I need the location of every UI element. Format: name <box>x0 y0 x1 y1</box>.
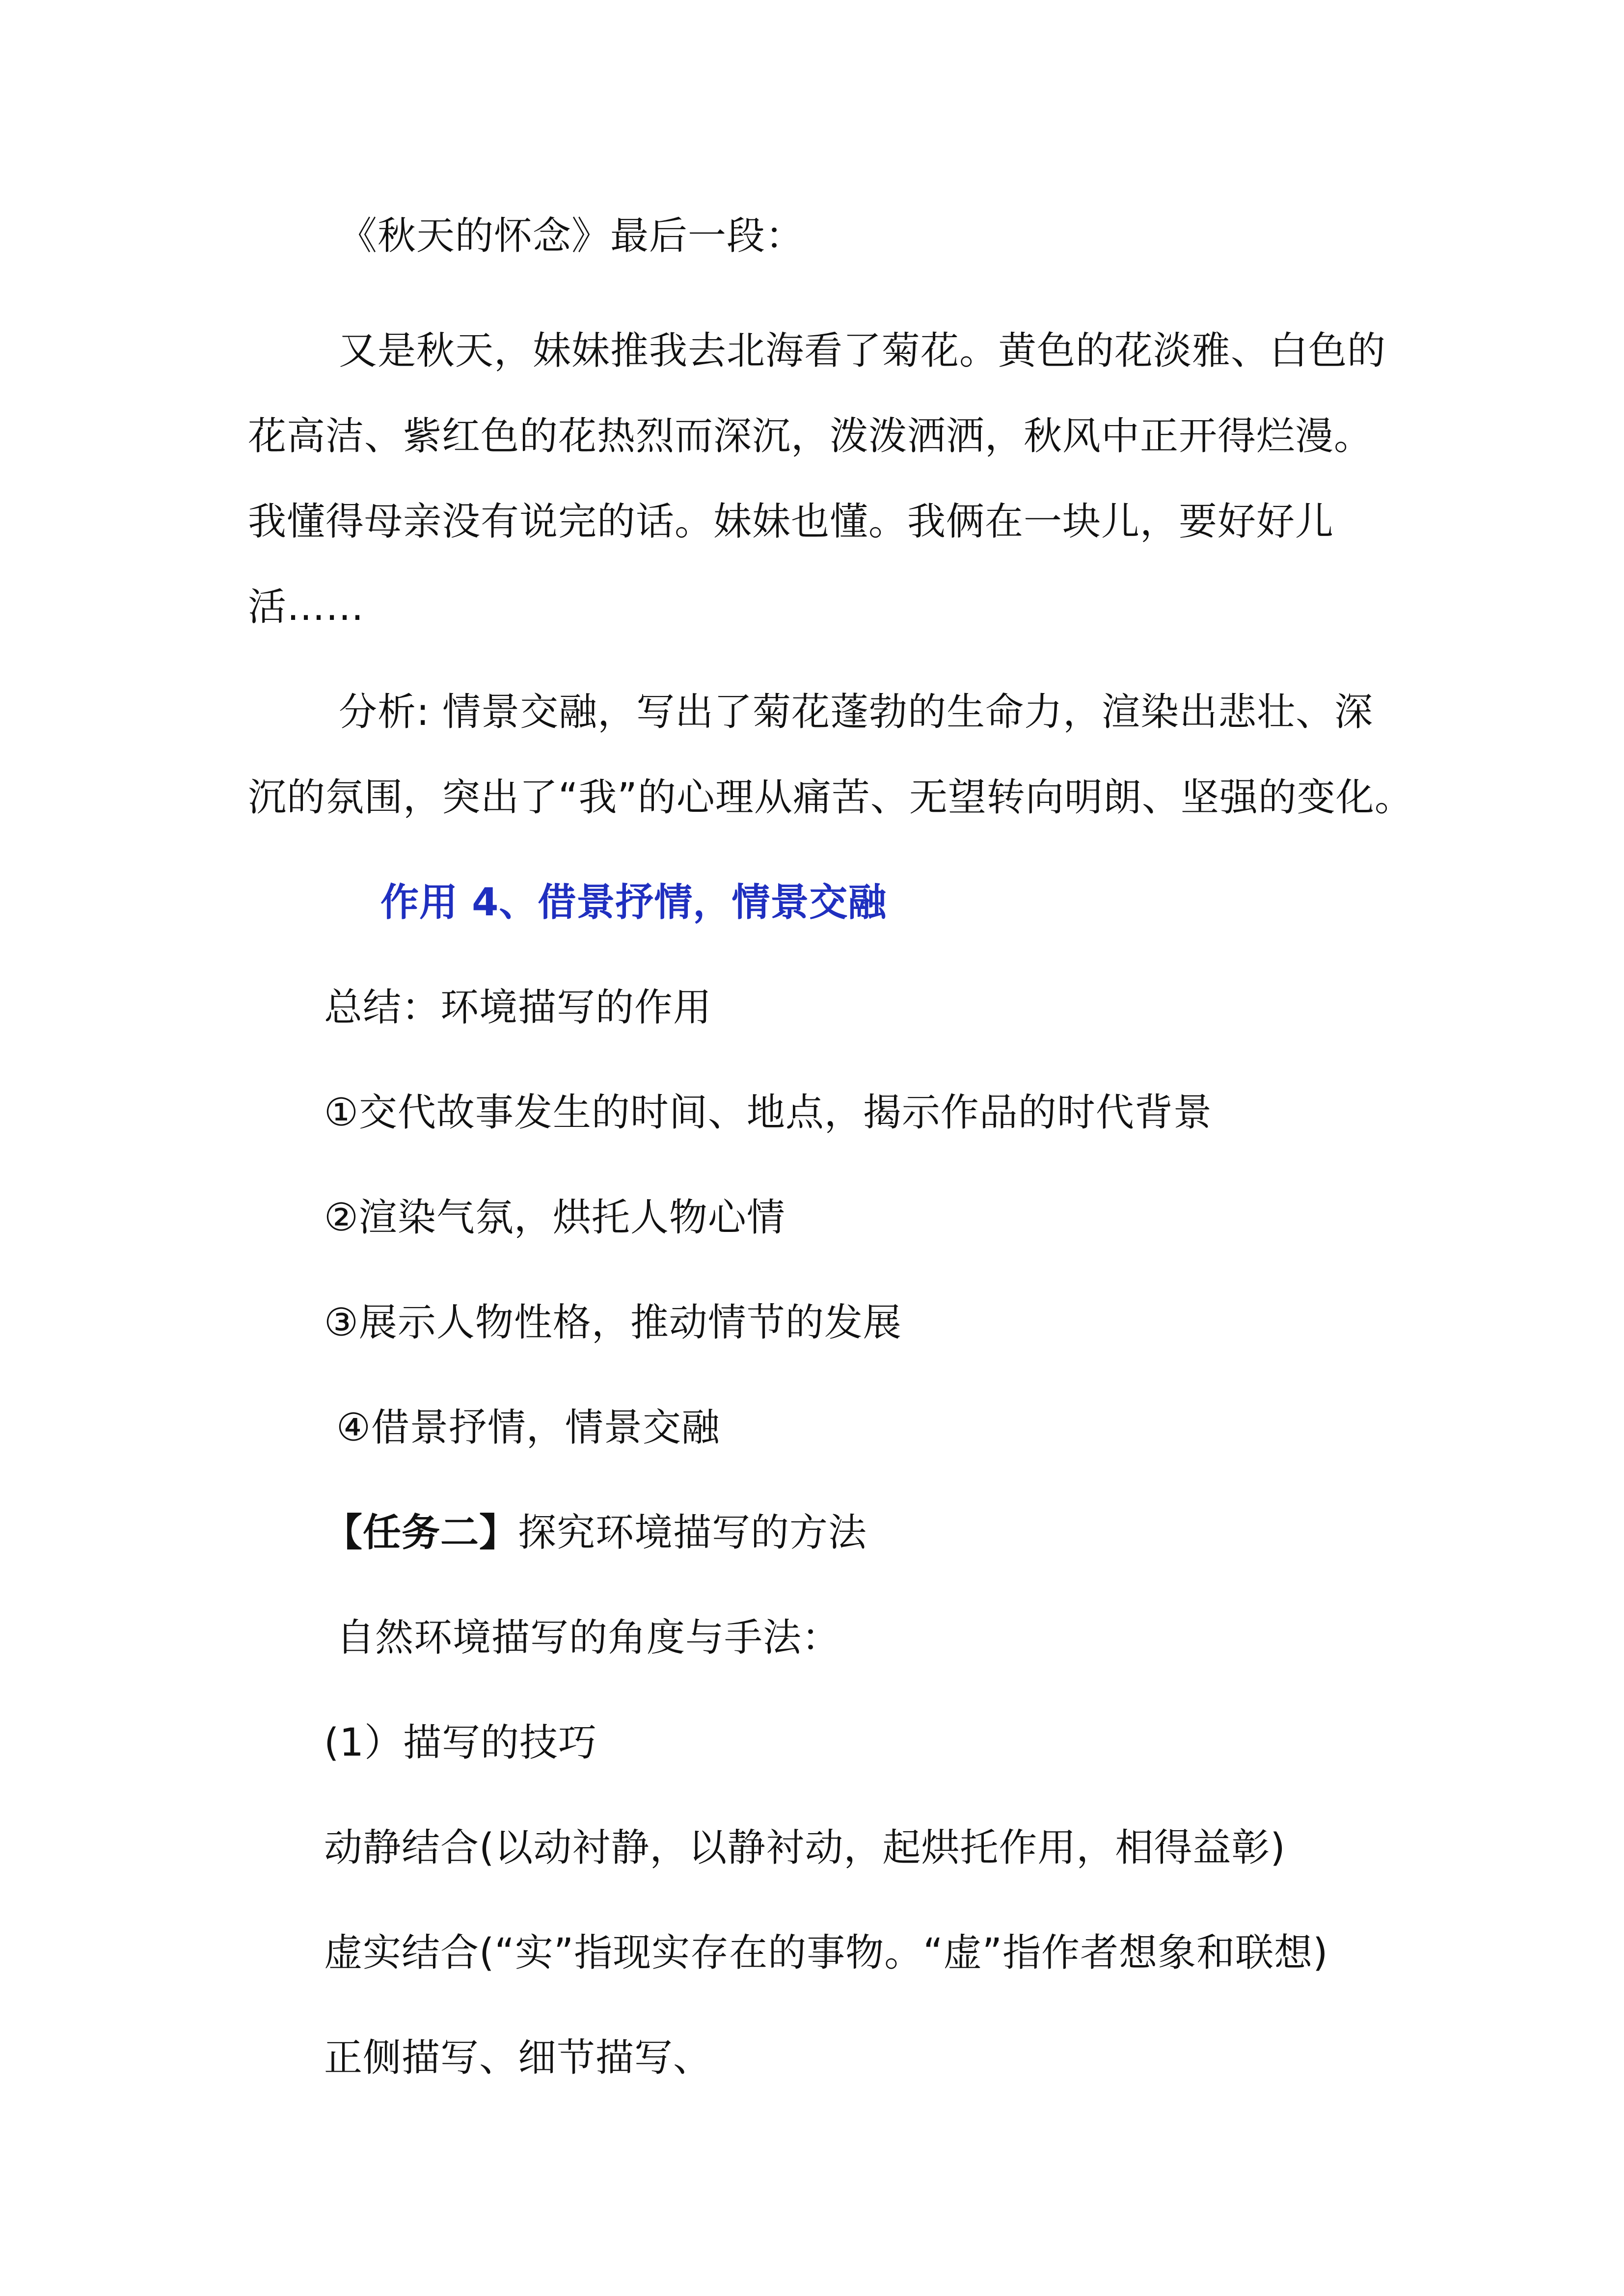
summary-item-3: ③展示人物性格，推动情节的发展 <box>324 1301 902 1345</box>
excerpt-line-3: 我懂得母亲没有说完的话。妹妹也懂。我俩在一块儿，要好好儿 <box>248 500 1334 544</box>
summary-item-1: ①交代故事发生的时间、地点，揭示作品的时代背景 <box>324 1091 1212 1135</box>
excerpt-line-2: 花高洁、紫红色的花热烈而深沉，泼泼洒洒，秋风中正开得烂漫。 <box>248 414 1373 458</box>
technique-item-3: 正侧描写、细节描写、 <box>324 2036 712 2080</box>
summary-title: 总结：环境描写的作用 <box>324 986 712 1030</box>
summary-item-2: ②渲染气氛，烘托人物心情 <box>324 1196 785 1240</box>
task-label: 【任务二】 <box>324 1511 518 1555</box>
technique-title: (1）描写的技巧 <box>324 1721 597 1765</box>
excerpt-line-4: 活…… <box>248 585 365 629</box>
analysis-line-1: 分析: 情景交融，写出了菊花蓬勃的生命力，渲染出悲壮、深 <box>339 690 1374 734</box>
analysis-line-2: 沉的氛围，突出了“我”的心理从痛苦、无望转向明朗、坚强的变化。 <box>248 775 1413 820</box>
technique-item-2: 虚实结合(“实”指现实存在的事物。“虚”指作者想象和联想) <box>324 1931 1328 1975</box>
task-text: 探究环境描写的方法 <box>518 1511 867 1555</box>
function-heading: 作用 4、借景抒情，情景交融 <box>380 881 887 925</box>
technique-item-1: 动静结合(以动衬静，以静衬动，起烘托作用，相得益彰) <box>324 1826 1286 1870</box>
natural-env-title: 自然环境描写的角度与手法： <box>336 1616 841 1660</box>
task-two-line <box>324 1506 867 1560</box>
excerpt-line-1: 又是秋天，妹妹推我去北海看了菊花。黄色的花淡雅、白色的 <box>339 329 1386 373</box>
excerpt-title: 《秋天的怀念》最后一段： <box>339 214 805 258</box>
summary-item-4: ④借景抒情，情景交融 <box>336 1406 720 1450</box>
